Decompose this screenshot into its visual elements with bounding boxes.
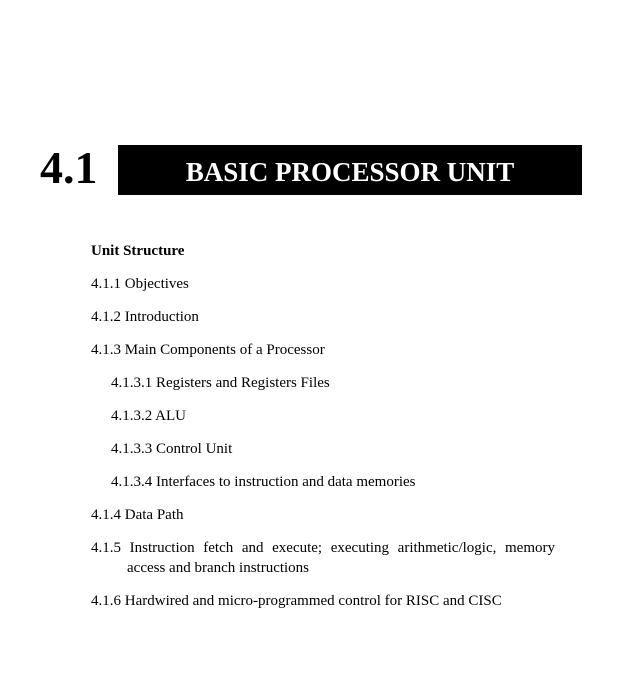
toc-item-main-components: 4.1.3 Main Components of a Processor: [91, 342, 325, 358]
unit-structure-heading: Unit Structure: [91, 243, 185, 259]
toc-item-instruction-fetch-line2: access and branch instructions: [127, 560, 310, 576]
toc-item-introduction: 4.1.2 Introduction: [91, 309, 199, 325]
chapter-number: 4.1: [40, 142, 98, 193]
toc-item-control-unit: 4.1.3.3 Control Unit: [111, 441, 233, 457]
toc-item-interfaces: 4.1.3.4 Interfaces to instruction and data memories: [111, 474, 416, 490]
toc-item-objectives: 4.1.1 Objectives: [91, 276, 189, 292]
toc-item-alu: 4.1.3.2 ALU: [111, 408, 186, 424]
toc-item-instruction-fetch: [91, 538, 555, 578]
toc-item-data-path: 4.1.4 Data Path: [91, 507, 184, 523]
chapter-title-bar: [118, 145, 582, 195]
toc-item-hardwired-control: 4.1.6 Hardwired and micro-programmed control for RISC and CISC: [91, 593, 502, 609]
chapter-title: BASIC PROCESSOR UNIT: [185, 157, 515, 187]
toc-item-instruction-fetch-line1: 4.1.5 Instruction fetch and execute; executing arithmetic/logic, memory: [91, 540, 555, 556]
toc-item-registers: 4.1.3.1 Registers and Registers Files: [111, 375, 330, 391]
